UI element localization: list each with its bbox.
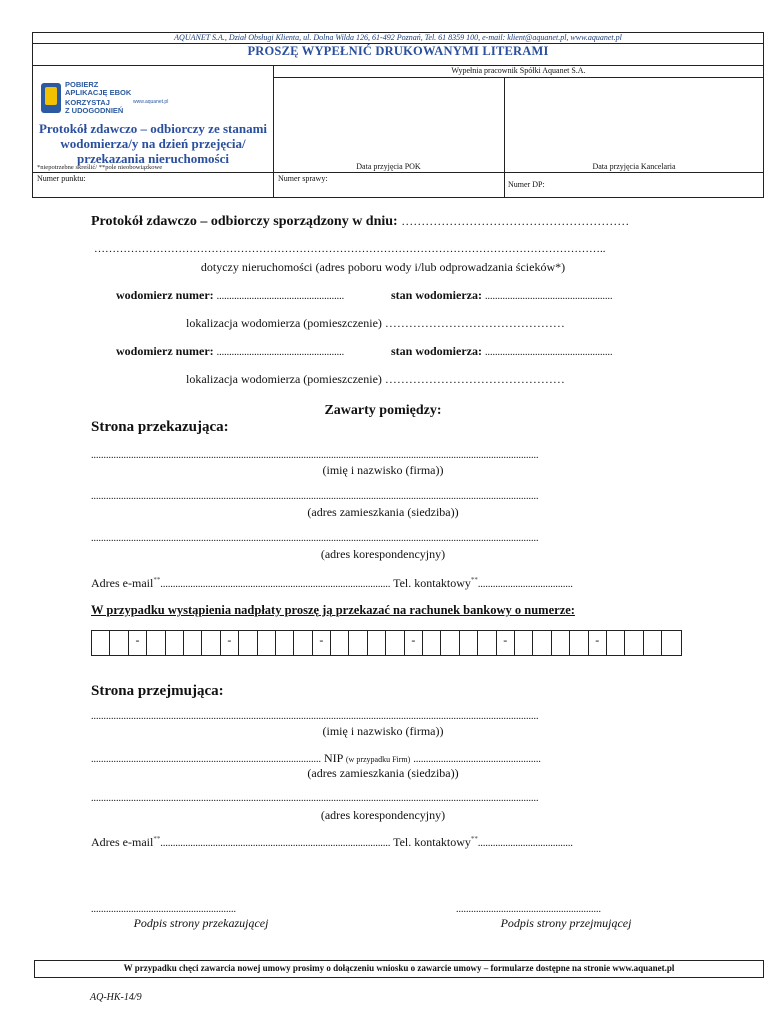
location-row-1 — [186, 316, 565, 331]
residence-caption: (adres zamieszkania (siedziba)) — [307, 766, 459, 780]
divider — [504, 77, 505, 198]
account-digit-cell[interactable] — [349, 631, 367, 655]
divider — [273, 77, 764, 78]
logo-url: www.aquanet.pl — [133, 99, 169, 105]
meter-number-label: wodomierz numer: — [116, 288, 214, 302]
numer-dp-label: Numer DP: — [508, 180, 545, 189]
nip-label: NIP — [324, 751, 343, 765]
location-label: lokalizacja wodomierza (pomieszczenie) — [186, 372, 382, 386]
account-digit-cell[interactable] — [184, 631, 202, 655]
employee-fill-label: Wypełnia pracownik Spółki Aquanet S.A. — [451, 66, 586, 75]
account-digit-cell[interactable] — [258, 631, 276, 655]
numer-punktu-label: Numer punktu: — [37, 174, 86, 183]
account-digit-cell[interactable] — [166, 631, 184, 655]
logo-text: APLIKACJĘ EBOK — [65, 88, 132, 97]
meter-number-field[interactable]: ................................................... — [216, 347, 345, 358]
receiving-name-field[interactable]: ................................................................................................................................................................................... — [91, 711, 539, 722]
residence-caption: (adres zamieszkania (siedziba)) — [307, 505, 459, 519]
date-pok-label: Data przyjęcia POK — [356, 162, 421, 171]
location-row-2 — [186, 372, 565, 387]
meter-row-1 — [116, 288, 344, 303]
phone-label: Tel. kontaktowy — [393, 576, 471, 590]
meter-row-2 — [116, 344, 344, 359]
property-caption: dotyczy nieruchomości (adres poboru wody i/lub odprowadzania ścieków*) — [200, 260, 566, 274]
signature-receiving-field[interactable]: .......................................................... — [456, 904, 601, 915]
email-field[interactable]: ............................................................................................ — [160, 838, 391, 849]
optional-mark: ** — [153, 835, 161, 843]
meter-number-field[interactable]: ................................................... — [216, 291, 345, 302]
receiving-residence-row — [91, 751, 541, 766]
account-digit-cell[interactable]: - — [129, 631, 147, 655]
transferring-email-row — [91, 576, 573, 591]
between-heading: Zawarty pomiędzy: — [324, 403, 442, 418]
account-digit-cell[interactable]: - — [221, 631, 239, 655]
account-digit-cell[interactable] — [368, 631, 386, 655]
location-label: lokalizacja wodomierza (pomieszczenie) — [186, 316, 382, 330]
correspondence-caption: (adres korespondencyjny) — [320, 808, 446, 822]
meter-state-row-2 — [391, 344, 612, 359]
phone-icon — [41, 83, 61, 113]
phone-field[interactable]: ...................................... — [477, 838, 573, 849]
phone-label: Tel. kontaktowy — [393, 835, 471, 849]
signature-receiving-caption: Podpis strony przejmującej — [500, 916, 632, 930]
account-digit-cell[interactable] — [239, 631, 257, 655]
account-digit-cell[interactable]: - — [497, 631, 515, 655]
receiving-heading: Strona przejmująca: — [91, 683, 224, 699]
transferring-heading: Strona przekazująca: — [91, 419, 229, 435]
account-digit-cell[interactable] — [570, 631, 588, 655]
correspondence-caption: (adres korespondencyjny) — [320, 547, 446, 561]
meter-state-field[interactable]: ................................................... — [484, 291, 613, 302]
signature-transferring-caption: Podpis strony przekazującej — [133, 916, 269, 930]
logo-text: KORZYSTAJ — [65, 98, 110, 107]
account-digit-cell[interactable] — [441, 631, 459, 655]
account-digit-cell[interactable] — [276, 631, 294, 655]
account-digit-cell[interactable] — [202, 631, 220, 655]
account-digit-cell[interactable] — [478, 631, 496, 655]
meter-number-label: wodomierz numer: — [116, 344, 214, 358]
date-kancelaria-label: Data przyjęcia Kancelaria — [592, 162, 676, 171]
overpayment-notice: W przypadku wystąpienia nadpłaty proszę ją przekazać na rachunek bankowy o numerze: — [91, 603, 575, 617]
account-digit-cell[interactable] — [644, 631, 662, 655]
nip-note: (w przypadku Firm) — [345, 755, 411, 764]
numer-sprawy-label: Numer sprawy: — [278, 174, 328, 183]
meter-state-label: stan wodomierza: — [391, 288, 482, 302]
signature-transferring-field[interactable]: .......................................................... — [91, 904, 236, 915]
account-digit-cell[interactable]: - — [405, 631, 423, 655]
account-digit-cell[interactable] — [460, 631, 478, 655]
receiving-residence-field[interactable]: ............................................................................................ — [91, 754, 321, 765]
divider — [33, 172, 764, 173]
account-digit-cell[interactable] — [386, 631, 404, 655]
meter-state-row-1 — [391, 288, 612, 303]
account-digit-cell[interactable] — [110, 631, 128, 655]
bank-account-field[interactable] — [91, 630, 682, 656]
name-caption: (imię i nazwisko (firma)) — [322, 724, 444, 738]
account-digit-cell[interactable] — [92, 631, 110, 655]
optional-mark: ** — [153, 576, 161, 584]
form-code: AQ-HK-14/9 — [90, 992, 142, 1003]
footer-notice: W przypadku chęci zawarcia nowej umowy prosimy o dołączeniu wniosku o zawarcie umowy – formularze dostępne na stronie www.aquanet.pl — [34, 960, 764, 978]
account-digit-cell[interactable]: - — [589, 631, 607, 655]
receiving-email-row — [91, 835, 573, 850]
account-digit-cell[interactable]: - — [313, 631, 331, 655]
account-digit-cell[interactable] — [294, 631, 312, 655]
location-field[interactable]: ……………………………………… — [384, 372, 565, 386]
meter-state-label: stan wodomierza: — [391, 344, 482, 358]
drawn-up-row — [91, 214, 629, 230]
account-digit-cell[interactable] — [662, 631, 680, 655]
name-caption: (imię i nazwisko (firma)) — [322, 463, 444, 477]
header-box — [32, 32, 764, 198]
footnote: *niepotrzebne skreślić/ **pole nieobowiązkowe — [37, 164, 163, 171]
drawn-up-label: Protokół zdawczo – odbiorczy sporządzony w dniu: — [91, 214, 398, 229]
account-digit-cell[interactable] — [625, 631, 643, 655]
fill-instruction: PROSZĘ WYPEŁNIĆ DRUKOWANYMI LITERAMI — [33, 43, 763, 66]
transferring-correspondence-field[interactable]: ................................................................................................................................................................................... — [91, 533, 539, 544]
account-digit-cell[interactable] — [147, 631, 165, 655]
account-digit-cell[interactable] — [607, 631, 625, 655]
phone-field[interactable]: ...................................... — [477, 579, 573, 590]
logo-text: POBIERZ — [65, 80, 99, 89]
date-field[interactable]: ………………………………………………… — [401, 214, 630, 228]
nip-field[interactable]: ................................................... — [413, 754, 541, 765]
transferring-residence-field[interactable]: ................................................................................................................................................................................... — [91, 491, 539, 502]
optional-mark: ** — [470, 835, 478, 843]
property-address-field[interactable]: ………………………………………………………………………………………………………………………….. — [94, 243, 606, 255]
receiving-correspondence-field[interactable]: ................................................................................................................................................................................... — [91, 793, 539, 804]
company-info: AQUANET S.A., Dział Obsługi Klienta, ul. Dolna Wilda 126, 61-492 Poznań, Tel. 61 8359 100, e-mail: klient@aquanet.pl, www.aquanet.pl — [33, 33, 763, 44]
transferring-name-field[interactable]: ................................................................................................................................................................................... — [91, 450, 539, 461]
account-digit-cell[interactable] — [331, 631, 349, 655]
divider — [273, 65, 274, 198]
optional-mark: ** — [470, 576, 478, 584]
account-digit-cell[interactable] — [533, 631, 551, 655]
email-label: Adres e-mail — [91, 835, 154, 849]
account-digit-cell[interactable] — [423, 631, 441, 655]
meter-state-field[interactable]: ................................................... — [484, 347, 613, 358]
email-label: Adres e-mail — [91, 576, 154, 590]
account-digit-cell[interactable] — [515, 631, 533, 655]
ebok-logo — [41, 81, 169, 117]
protocol-title: Protokół zdawczo – odbiorczy ze stanami wodomierza/y na dzień przejęcia/ przekazania nieruchomości — [38, 121, 268, 166]
email-field[interactable]: ............................................................................................ — [160, 579, 391, 590]
logo-text: Z UDOGODNIEŃ — [65, 106, 124, 115]
account-digit-cell[interactable] — [552, 631, 570, 655]
location-field[interactable]: ……………………………………… — [384, 316, 565, 330]
